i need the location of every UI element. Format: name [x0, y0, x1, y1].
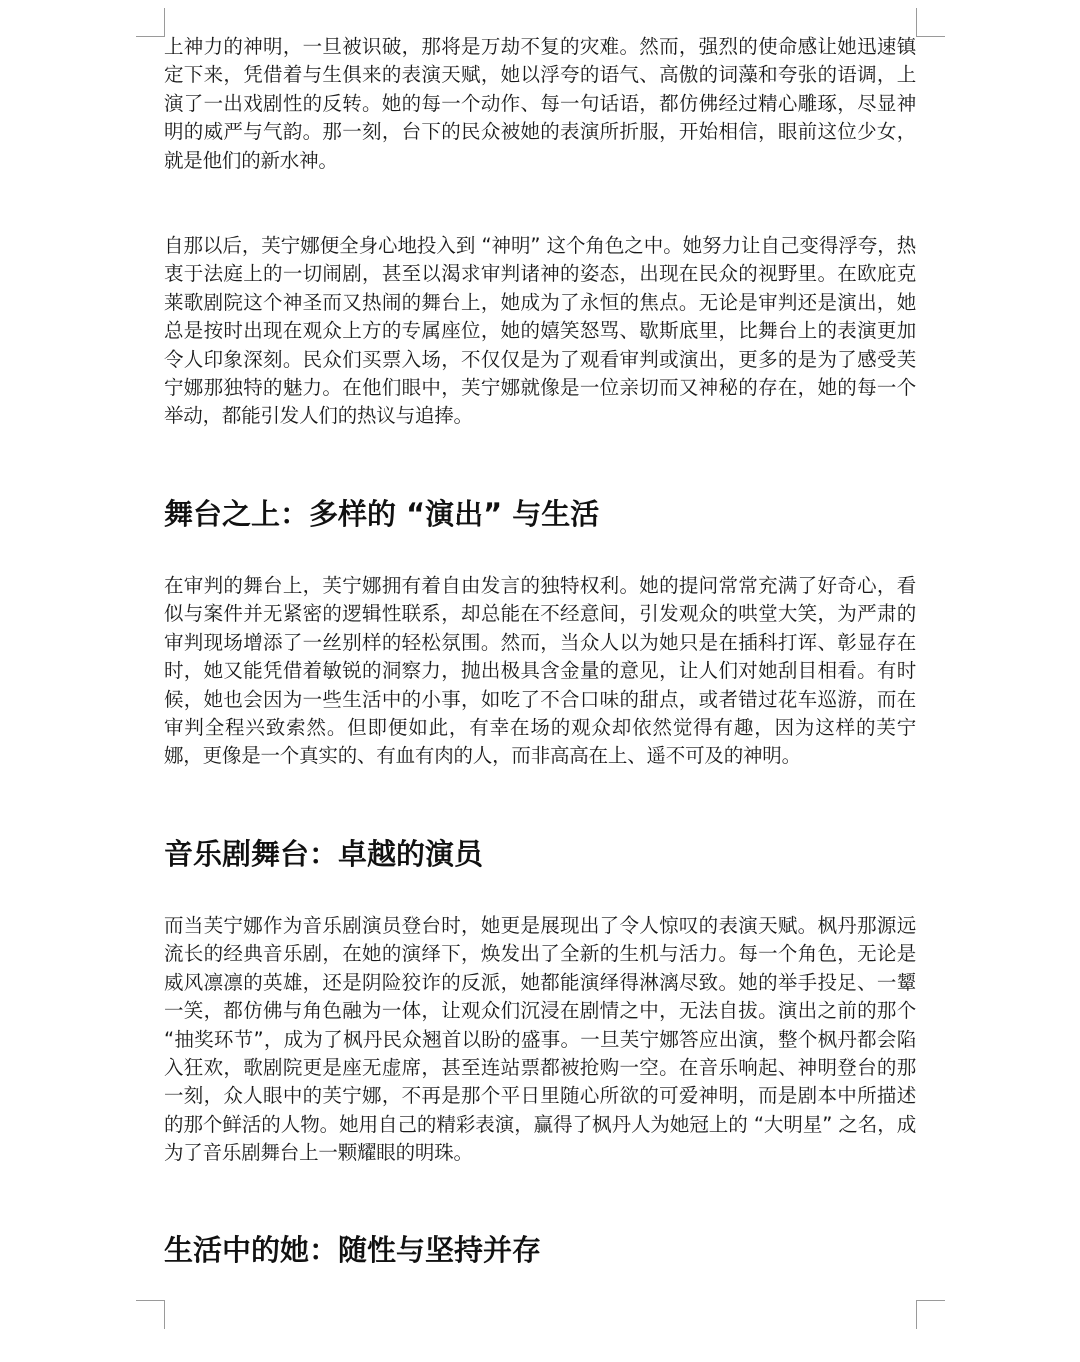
section-heading-daily-life: 生活中的她：随性与坚持并存 — [164, 1233, 542, 1267]
section-heading-stage-life: 舞台之上：多样的 “演出” 与生活 — [164, 497, 600, 531]
crop-mark-top-left — [136, 8, 165, 37]
paragraph-furina-role: 自那以后，芙宁娜便全身心地投入到 “神明” 这个角色之中。她努力让自己变得浮夸，热衷于法庭上的一切闹剧，甚至以渴求审判诸神的姿态，出现在民众的视野里。在欧庇克莱歌剧院这个神圣而又热闹的舞台上，她成为了永恒的焦点。无论是审判还是演出，她总是按时出现在观众上方的专属座位，她的嬉笑怒骂、歇斯底里，比舞台上的表演更加令人印象深刻。民众们买票入场，不仅仅是为了观看审判或演出，更多的是为了感受芙宁娜那独特的魅力。在他们眼中，芙宁娜就像是一位亲切而又神秘的存在，她的每一个举动，都能引发人们的热议与追捧。 — [164, 234, 916, 428]
crop-mark-top-right — [916, 8, 945, 37]
paragraph-continuation: 上神力的神明，一旦被识破，那将是万劫不复的灾难。然而，强烈的使命感让她迅速镇定下来，凭借着与生俱来的表演天赋，她以浮夸的语气、高傲的词藻和夸张的语调，上演了一出戏剧性的反转。她的每一个动作、每一句话语，都仿佛经过精心雕琢，尽显神明的威严与气韵。那一刻，台下的民众被她的表演所折服，开始相信，眼前这位少女，就是他们的新水神。 — [164, 35, 916, 172]
crop-mark-bottom-left — [136, 1300, 165, 1329]
section-heading-musical-actor: 音乐剧舞台：卓越的演员 — [164, 837, 484, 871]
crop-mark-bottom-right — [916, 1300, 945, 1329]
paragraph-musical-performance: 而当芙宁娜作为音乐剧演员登台时，她更是展现出了令人惊叹的表演天赋。枫丹那源远流长的经典音乐剧，在她的演绎下，焕发出了全新的生机与活力。每一个角色，无论是威风凛凛的英雄，还是阴险狡诈的反派，她都能演绎得淋漓尽致。她的举手投足、一颦一笑，都仿佛与角色融为一体，让观众们沉浸在剧情之中，无法自拔。演出之前的那个 “抽奖环节”，成为了枫丹民众翘首以盼的盛事。一旦芙宁娜答应出演，整个枫丹都会陷入狂欢，歌剧院更是座无虚席，甚至连站票都被抢购一空。在音乐响起、神明登台的那一刻，众人眼中的芙宁娜，不再是那个平日里随心所欲的可爱神明，而是剧本中所描述的那个鲜活的人物。她用自己的精彩表演，赢得了枫丹人为她冠上的 “大明星” 之名，成为了音乐剧舞台上一颗耀眼的明珠。 — [164, 914, 916, 1165]
paragraph-trial-stage: 在审判的舞台上，芙宁娜拥有着自由发言的独特权利。她的提问常常充满了好奇心，看似与案件并无紧密的逻辑性联系，却总能在不经意间，引发观众的哄堂大笑，为严肃的审判现场增添了一丝别样的轻松氛围。然而，当众人以为她只是在插科打诨、彰显存在时，她又能凭借着敏锐的洞察力，抛出极具含金量的意见，让人们对她刮目相看。有时候，她也会因为一些生活中的小事，如吃了不合口味的甜点，或者错过花车巡游，而在审判全程兴致索然。但即便如此，有幸在场的观众却依然觉得有趣，因为这样的芙宁娜，更像是一个真实的、有血有肉的人，而非高高在上、遥不可及的神明。 — [164, 574, 916, 768]
